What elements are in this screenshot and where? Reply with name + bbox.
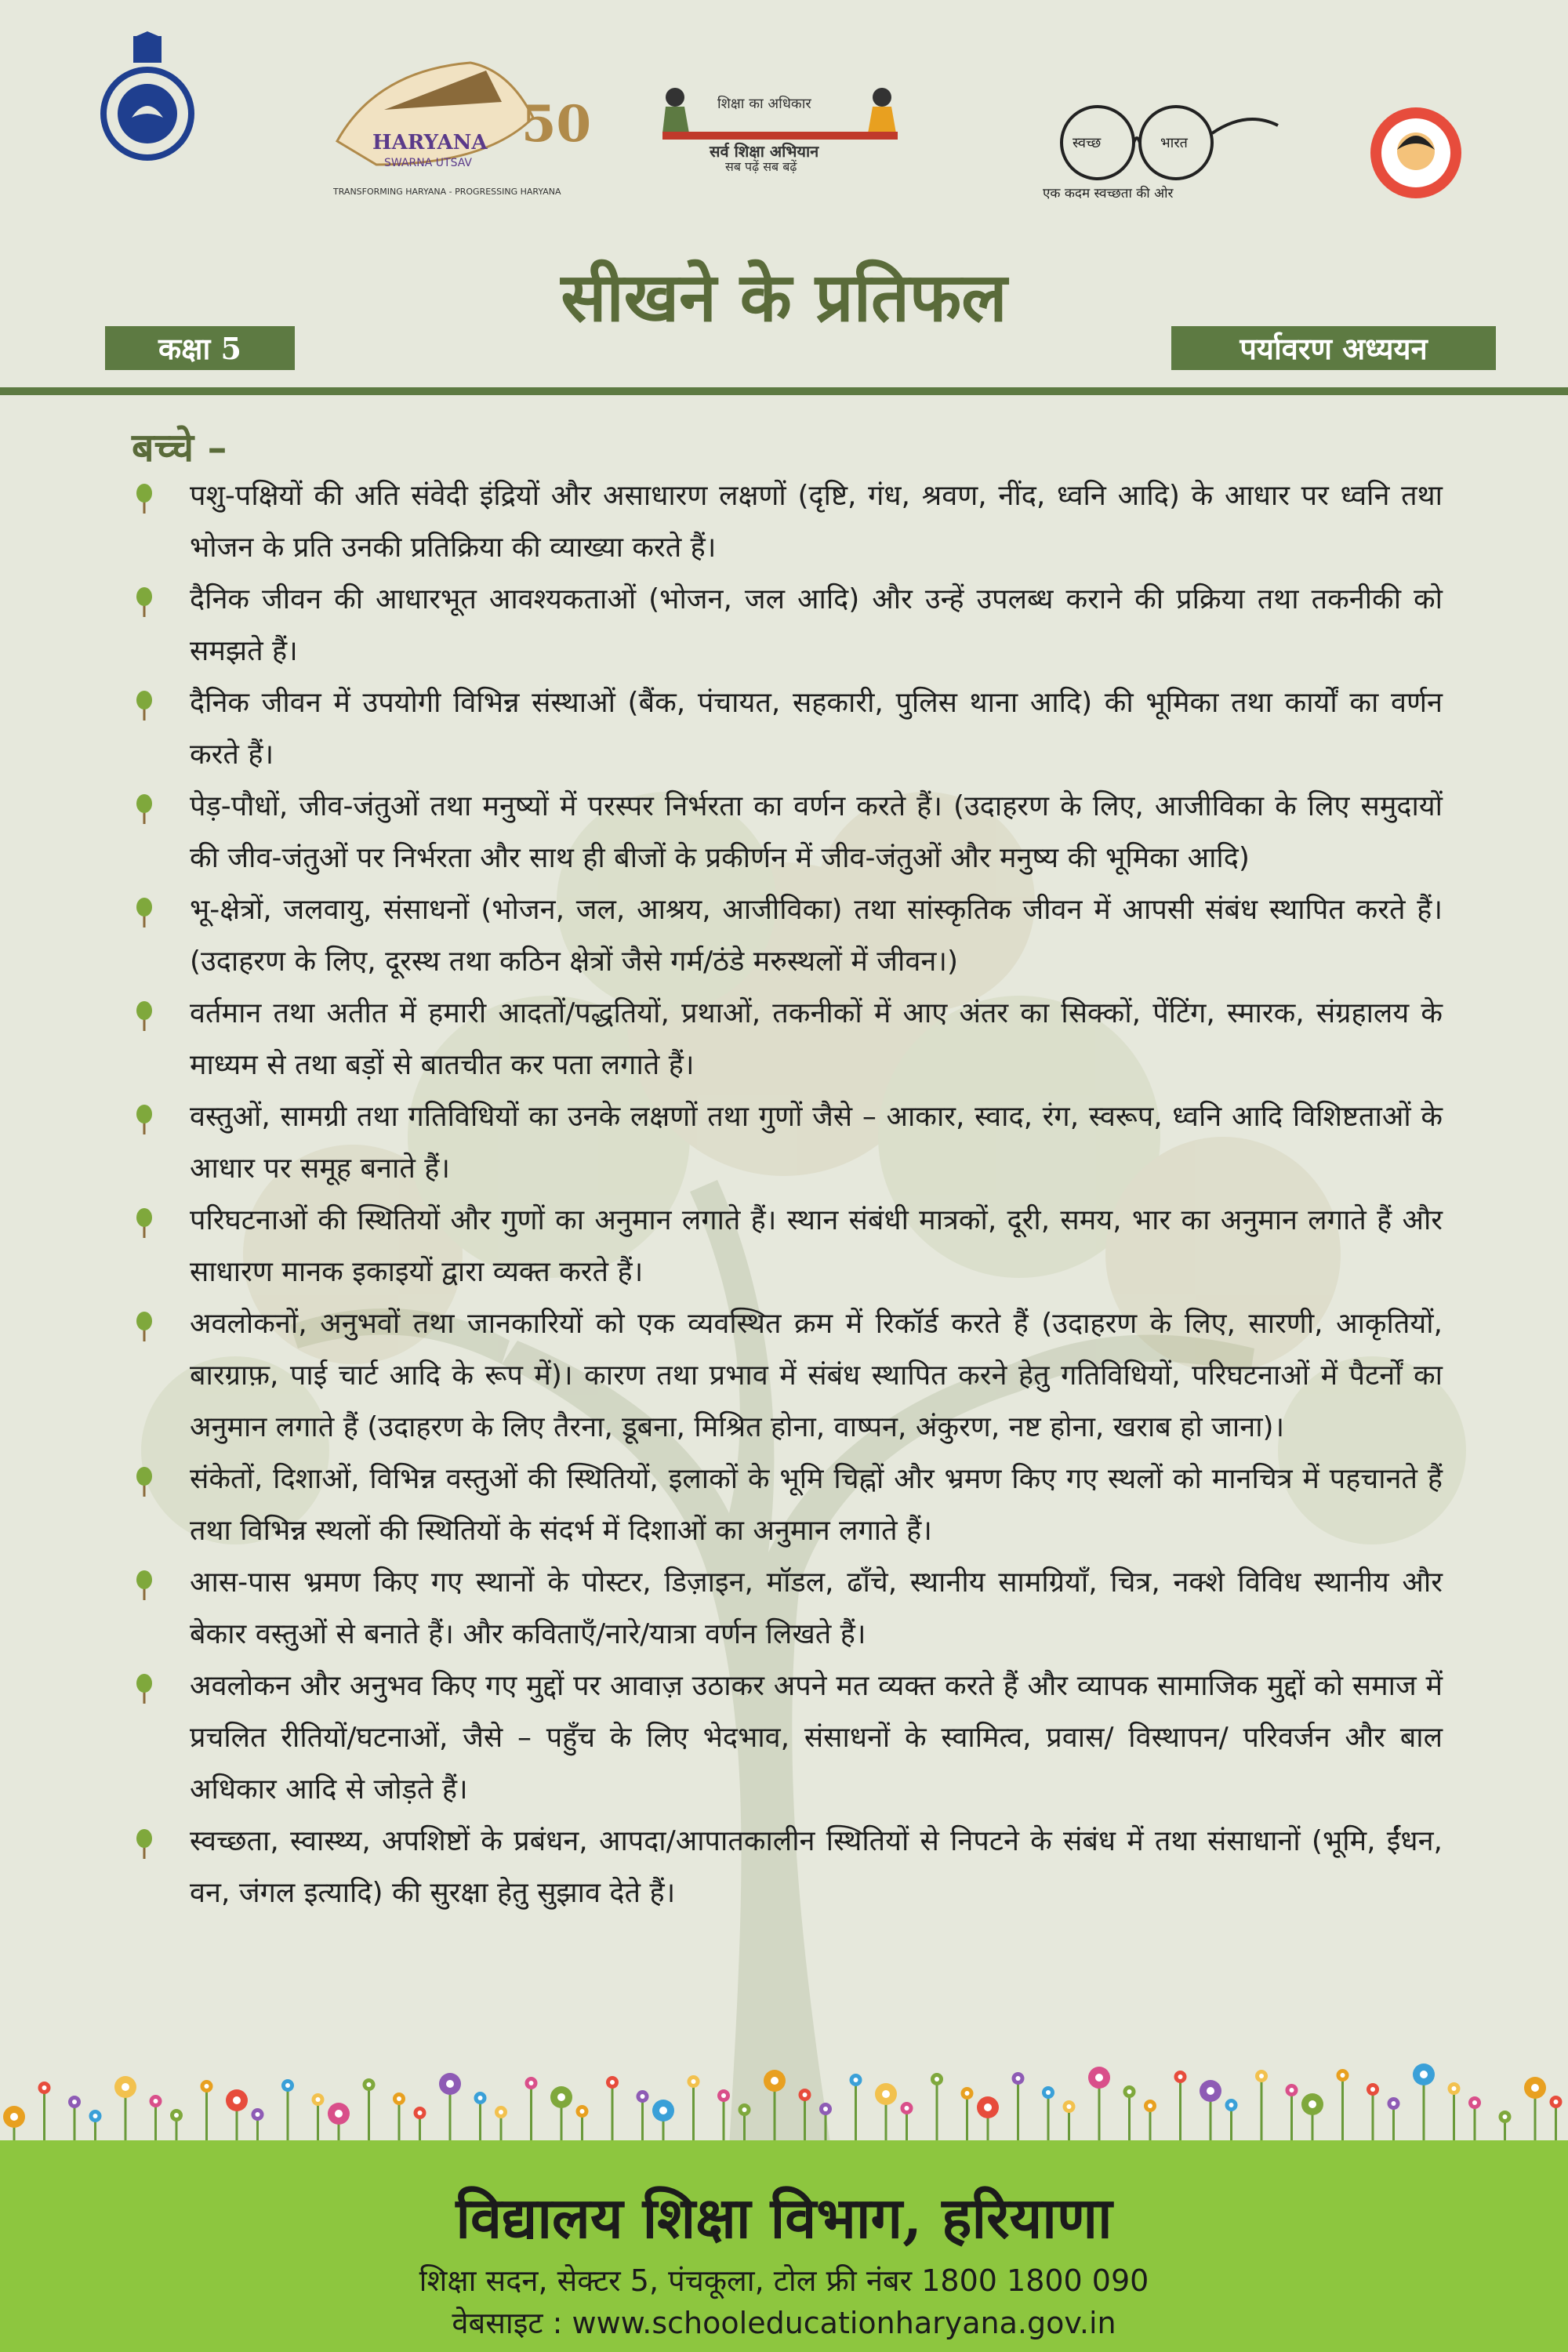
svg-text:भारत: भारत bbox=[1160, 135, 1188, 151]
list-item: वर्तमान तथा अतीत में हमारी आदतों/पद्धतियों, प्रथाओं, तकनीकों में आए अंतर का सिक्कों, पेंटिंग, स्मारक, संग्रहालय के माध्यम से तथा बड़ों से बातचीत कर पता लगाते हैं। bbox=[133, 988, 1443, 1091]
list-item: अवलोकन और अनुभव किए गए मुद्दों पर आवाज़ उठाकर अपने मत व्यक्त करते हैं और व्यापक सामाजिक मुद्दों को समाज में प्रचलित रीतियों/घटनाओं, जैसे – पहुँच के लिए भेदभाव, संसाधनों के स्वामित्व, प्रवास/ विस्थापन/ परिवर्जन और बाल अधिकार आदि से जोड़ते हैं। bbox=[133, 1661, 1443, 1816]
class-label: कक्षा 5 bbox=[105, 326, 295, 370]
svg-text:सब पढ़ें सब बढ़ें: सब पढ़ें सब बढ़ें bbox=[725, 159, 797, 174]
list-item: परिघटनाओं की स्थितियों और गुणों का अनुमान लगाते हैं। स्थान संबंधी मात्रकों, दूरी, समय, भार का अनुमान लगाते हैं और साधारण मानक इकाइयों द्वारा व्यक्त करते हैं। bbox=[133, 1195, 1443, 1298]
leaf-bullet-icon bbox=[133, 1001, 155, 1031]
list-item: दैनिक जीवन में उपयोगी विभिन्न संस्थाओं (बैंक, पंचायत, सहकारी, पुलिस थाना आदि) की भूमिका तथा कार्यों का वर्णन करते हैं। bbox=[133, 677, 1443, 781]
svg-text:TRANSFORMING HARYANA - PROGRES: TRANSFORMING HARYANA - PROGRESSING HARYANA bbox=[333, 187, 561, 197]
leaf-bullet-icon bbox=[133, 484, 155, 514]
footer-website-line: वेबसाइट : www.schooleducationharyana.gov.in bbox=[452, 2306, 1116, 2340]
list-item: अवलोकनों, अनुभवों तथा जानकारियों को एक व्यवस्थित क्रम में रिकॉर्ड करते हैं (उदाहरण के लिए, सारणी, आकृतियों, बारग्राफ़, पाई चार्ट आदि के रूप में)। कारण तथा प्रभाव में संबंध स्थापित करने हेतु गतिविधियों, परिघटनाओं में पैटर्नों का अनुमान लगाते हैं (उदाहरण के लिए तैरना, डूबना, मिश्रित होना, वाष्पन, अंकुरण, नष्ट होना, खराब हो जाना)। bbox=[133, 1298, 1443, 1454]
section-heading: बच्चे – bbox=[132, 424, 227, 470]
list-item: पेड़-पौधों, जीव-जंतुओं तथा मनुष्यों में परस्पर निर्भरता का वर्णन करते हैं। (उदाहरण के लिए, आजीविका के लिए समुदायों की जीव-जंतुओं पर निर्भरता और साथ ही बीजों के प्रकीर्णन में जीव-जंतुओं और मनुष्य की भूमिका आदि) bbox=[133, 781, 1443, 884]
list-item: वस्तुओं, सामग्री तथा गतिविधियों का उनके लक्षणों तथा गुणों जैसे – आकार, स्वाद, रंग, स्वरूप, ध्वनि आदि विशिष्टताओं के आधार पर समूह बनाते हैं। bbox=[133, 1091, 1443, 1195]
svg-text:SWARNA UTSAV: SWARNA UTSAV bbox=[384, 157, 472, 169]
leaf-bullet-icon bbox=[133, 1312, 155, 1341]
leaf-bullet-icon bbox=[133, 1674, 155, 1704]
beti-bachao-logo bbox=[1369, 106, 1463, 200]
list-item: स्वच्छता, स्वास्थ्य, अपशिष्टों के प्रबंधन, आपदा/आपातकालीन स्थितियों से निपटने के संबंध में तथा संसाधानों (भूमि, ईंधन, वन, जंगल इत्यादि) की सुरक्षा हेतु सुझाव देते हैं। bbox=[133, 1816, 1443, 1919]
swachh-bharat-logo bbox=[1027, 102, 1286, 204]
page-title: सीखने के प्रतिफल bbox=[561, 258, 1007, 337]
svg-text:HARYANA: HARYANA bbox=[372, 131, 488, 154]
svg-text:शिक्षा का अधिकार: शिक्षा का अधिकार bbox=[717, 96, 811, 112]
svg-text:एक कदम स्वच्छता की ओर: एक कदम स्वच्छता की ओर bbox=[1043, 186, 1174, 201]
list-item: भू-क्षेत्रों, जलवायु, संसाधनों (भोजन, जल, आश्रय, आजीविका) तथा सांस्कृतिक जीवन में आपसी संबंध स्थापित करते हैं। (उदाहरण के लिए, दूरस्थ तथा कठिन क्षेत्रों जैसे गर्म/ठंडे मरुस्थलों में जीवन।) bbox=[133, 884, 1443, 988]
leaf-bullet-icon bbox=[133, 1829, 155, 1859]
header-divider bbox=[0, 387, 1568, 395]
website-label: वेबसाइट bbox=[452, 2306, 543, 2340]
leaf-bullet-icon bbox=[133, 1570, 155, 1600]
website-link[interactable]: www.schooleducationharyana.gov.in bbox=[572, 2306, 1116, 2340]
list-item: दैनिक जीवन की आधारभूत आवश्यकताओं (भोजन, जल आदि) और उन्हें उपलब्ध कराने की प्रक्रिया तथा तकनीकी को समझते हैं। bbox=[133, 574, 1443, 677]
svg-text:स्वच्छ: स्वच्छ bbox=[1073, 135, 1102, 151]
list-item: पशु-पक्षियों की अति संवेदी इंद्रियों और असाधारण लक्षणों (दृष्टि, गंध, श्रवण, नींद, ध्वनि आदि) के आधार पर ध्वनि तथा भोजन के प्रति उनकी प्रतिक्रिया की व्याख्या करते हैं। bbox=[133, 470, 1443, 574]
leaf-bullet-icon bbox=[133, 1105, 155, 1134]
sarva-shiksha-abhiyan-logo bbox=[647, 86, 906, 172]
haryana-swarna-utsav-logo bbox=[329, 24, 592, 204]
footer-address: शिक्षा सदन, सेक्टर 5, पंचकूला, टोल फ्री नंबर 1800 1800 090 bbox=[419, 2263, 1149, 2298]
learning-outcomes-list bbox=[133, 470, 1443, 1919]
leaf-bullet-icon bbox=[133, 1467, 155, 1497]
svg-text:सर्व शिक्षा अभियान: सर्व शिक्षा अभियान bbox=[710, 142, 819, 161]
leaf-bullet-icon bbox=[133, 587, 155, 617]
svg-text:50: 50 bbox=[521, 95, 592, 154]
haryana-govt-emblem-icon bbox=[100, 31, 194, 165]
leaf-bullet-icon bbox=[133, 691, 155, 720]
leaf-bullet-icon bbox=[133, 1208, 155, 1238]
leaf-bullet-icon bbox=[133, 794, 155, 824]
leaf-bullet-icon bbox=[133, 898, 155, 927]
footer bbox=[0, 2140, 1568, 2352]
subject-label: पर्यावरण अध्ययन bbox=[1171, 326, 1496, 370]
list-item: आस-पास भ्रमण किए गए स्थानों के पोस्टर, डिज़ाइन, मॉडल, ढाँचे, स्थानीय सामग्रियाँ, चित्र, नक्शे विविध स्थानीय और बेकार वस्तुओं से बनाते हैं। और कविताएँ/नारे/यात्रा वर्णन लिखते हैं। bbox=[133, 1557, 1443, 1661]
flower-border-decoration bbox=[0, 2054, 1568, 2148]
footer-title: विद्यालय शिक्षा विभाग, हरियाणा bbox=[456, 2184, 1112, 2251]
list-item: संकेतों, दिशाओं, विभिन्न वस्तुओं की स्थितियों, इलाकों के भूमि चिह्नों और भ्रमण किए गए स्थलों को मानचित्र में पहचानते हैं तथा विभिन्न स्थलों की स्थितियों के संदर्भ में दिशाओं का अनुमान लगाते हैं। bbox=[133, 1454, 1443, 1557]
